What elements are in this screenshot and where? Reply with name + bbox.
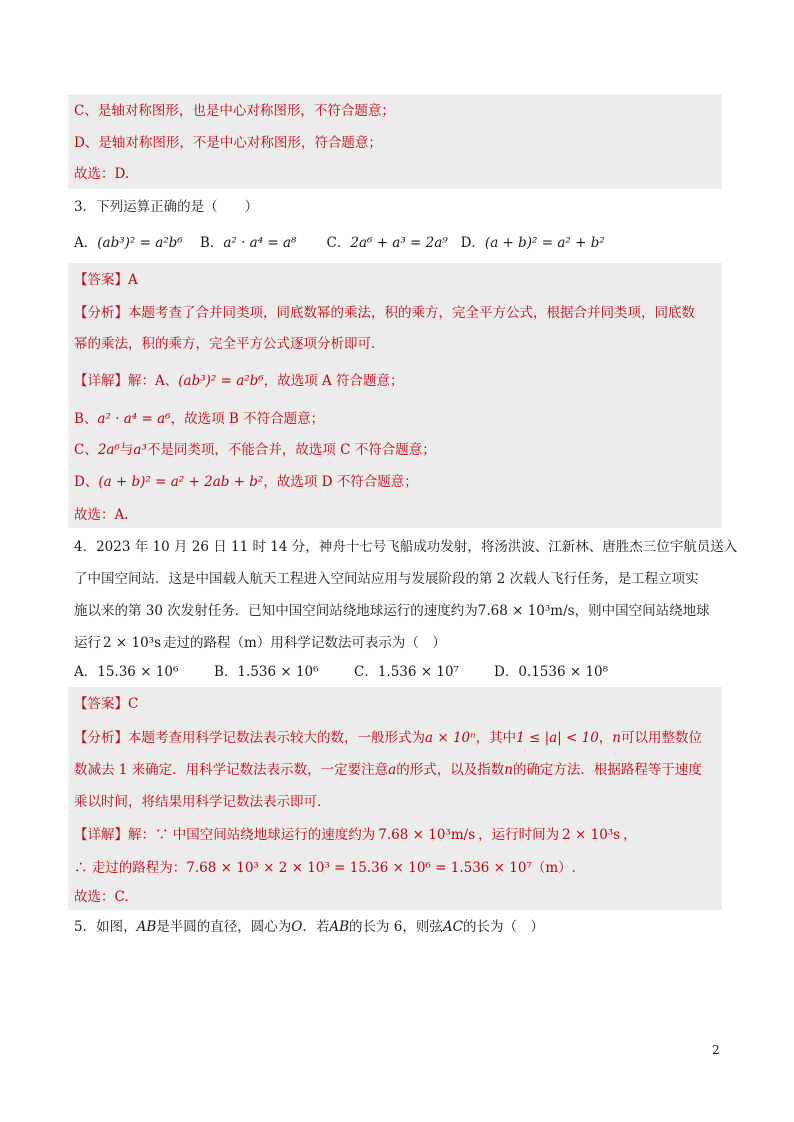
q3-detail-c-tail: 不是同类项，不能合并，故选项 C 不符合题意； bbox=[146, 442, 436, 458]
q4-analysis-1c: ， bbox=[598, 730, 613, 746]
q3-answer: 【答案】A bbox=[74, 272, 138, 288]
q5-stem-b: 是半圆的直径，圆心为 bbox=[156, 919, 292, 935]
q3-detail-d-prefix: D、 bbox=[74, 474, 99, 490]
q3-analysis-line1: 【分析】本题考查了合并同类项，同底数幂的乘法，积的乘方，完全平方公式，根据合并同类项，同底数 bbox=[74, 305, 695, 321]
q4-analysis-range: 1 ≤ |a| < 10 bbox=[516, 730, 599, 746]
q4-detail-line2 bbox=[74, 858, 576, 878]
q3-option-b-label: B． bbox=[199, 235, 224, 251]
q3-detail-b-tail: ，故选项 B 不符合题意； bbox=[170, 411, 325, 427]
q2-option-c-explanation: C、是轴对称图形，也是中心对称图形，不符合题意； bbox=[74, 103, 395, 119]
q4-analysis-n2: n bbox=[504, 762, 513, 778]
q4-stem-line4 bbox=[74, 633, 446, 653]
q5-var-ac: AC bbox=[442, 919, 463, 935]
q4-stem-time: 2 × 10³s bbox=[103, 635, 162, 651]
q4-analysis-1a: 【分析】本题考查用科学记数法表示较大的数，一般形式为 bbox=[74, 730, 425, 746]
q4-analysis-1d: 可以用整数位 bbox=[621, 730, 702, 746]
q2-choice: 故选：D. bbox=[74, 166, 130, 182]
q3-detail-b bbox=[74, 409, 324, 429]
q3-detail-b-prefix: B、 bbox=[74, 411, 98, 427]
q3-detail-d-tail: ，故选项 D 不符合题意； bbox=[263, 474, 418, 490]
q5-stem-c: ．若 bbox=[302, 919, 330, 935]
q3-stem: 3．下列运算正确的是（ ） bbox=[74, 199, 259, 215]
q3-detail-a-prefix: 【详解】解：A、 bbox=[74, 373, 179, 389]
q5-stem-d: 的长为 6，则弦 bbox=[349, 919, 443, 935]
q4-analysis-a: a bbox=[388, 762, 397, 778]
page-number: 2 bbox=[712, 1043, 720, 1057]
q3-option-a-label: A． bbox=[74, 235, 98, 251]
q4-option-b: B．1.536 × 10⁶ bbox=[214, 664, 319, 680]
q4-detail-line1 bbox=[74, 825, 637, 845]
q3-option-c: 2a⁶ + a³ = 2a⁹ bbox=[350, 235, 448, 251]
q4-analysis-2b: 的形式，以及指数 bbox=[396, 762, 505, 778]
q4-option-c: C．1.536 × 10⁷ bbox=[354, 664, 459, 680]
q4-analysis-2a: 数减去 1 来确定．用科学记数法表示数，一定要注意 bbox=[74, 762, 389, 778]
q4-analysis-n: n bbox=[612, 730, 621, 746]
q3-detail-c-mid: 与 bbox=[119, 442, 134, 458]
q5-stem-a: 5．如图， bbox=[74, 919, 137, 935]
q4-answer: 【答案】C bbox=[74, 696, 139, 712]
q5-stem-e: 的长为（ ） bbox=[463, 919, 544, 935]
q4-detail-1c: ， bbox=[623, 827, 637, 843]
q4-stem-line4-tail: 走过的路程（m）用科学记数法可表示为（ ） bbox=[163, 635, 446, 651]
q3-detail-c-prefix: C、 bbox=[74, 442, 98, 458]
q4-stem-line3-tail: ，则中国空间站绕地球 bbox=[574, 603, 710, 619]
q4-detail-2b: （m）. bbox=[531, 860, 576, 876]
q2-option-d-explanation: D、是轴对称图形，不是中心对称图形，符合题意； bbox=[74, 135, 382, 151]
q3-detail-d-math: (a + b)² = a² + 2ab + b² bbox=[98, 474, 264, 490]
q4-detail-2a: ∴ 走过的路程为： bbox=[74, 860, 187, 876]
q3-choice: 故选：A. bbox=[74, 507, 129, 523]
q4-option-d: D．0.1536 × 10⁸ bbox=[494, 664, 609, 680]
q3-option-c-label: C． bbox=[326, 235, 351, 251]
q3-detail-c-math2: a³ bbox=[133, 442, 147, 458]
q5-stem bbox=[74, 917, 544, 937]
q3-detail-d bbox=[74, 472, 418, 492]
q5-var-o: O bbox=[291, 919, 303, 935]
q4-detail-time: 2 × 10³s bbox=[562, 827, 621, 843]
q3-option-d-label: D． bbox=[460, 235, 485, 251]
q4-analysis-form: a × 10ⁿ bbox=[425, 730, 476, 746]
q4-stem-line2: 了中国空间站．这是中国载人航天工程进入空间站应用与发展阶段的第 2 次载人飞行任务，是工程立项实 bbox=[74, 571, 699, 587]
q4-detail-1a: 【详解】解：∵ 中国空间站绕地球运行的速度约为 bbox=[74, 827, 376, 843]
q4-analysis-2c: 的确定方法．根据路程等于速度 bbox=[512, 762, 702, 778]
q4-detail-calc: 7.68 × 10³ × 2 × 10³ = 15.36 × 10⁶ = 1.536 × 10⁷ bbox=[186, 860, 532, 876]
q3-detail-b-math: a² · a⁴ = a⁶ bbox=[97, 411, 171, 427]
q3-option-d: (a + b)² = a² + b² bbox=[484, 235, 605, 251]
q3-analysis-line2: 幂的乘法，积的乘方，完全平方公式逐项分析即可. bbox=[74, 336, 376, 352]
q3-option-b: a² · a⁴ = a⁸ bbox=[223, 235, 297, 251]
q4-analysis-line3: 乘以时间，将结果用科学记数法表示即可. bbox=[74, 794, 322, 810]
q4-choice: 故选：C. bbox=[74, 889, 129, 905]
q4-options bbox=[74, 662, 608, 682]
q3-detail-a bbox=[74, 371, 404, 391]
q4-stem-line3 bbox=[74, 601, 710, 621]
q4-stem-line4-text: 运行 bbox=[74, 635, 101, 651]
q3-options bbox=[74, 233, 605, 253]
q4-detail-1b: ，运行时间为 bbox=[478, 827, 560, 843]
q4-analysis-line2 bbox=[74, 760, 702, 780]
q3-detail-a-math: (ab³)² = a²b⁶ bbox=[178, 373, 264, 389]
q4-analysis-line1 bbox=[74, 728, 702, 748]
q4-analysis-1b: ，其中 bbox=[475, 730, 517, 746]
q5-var-ab2: AB bbox=[329, 919, 350, 935]
q4-option-a: A．15.36 × 10⁶ bbox=[74, 664, 179, 680]
q4-detail-velocity: 7.68 × 10³m/s bbox=[378, 827, 476, 843]
q3-detail-a-tail: ，故选项 A 符合题意； bbox=[263, 373, 404, 389]
q3-detail-c-math1: 2a⁶ bbox=[97, 442, 120, 458]
q4-stem-velocity: 7.68 × 10³m/s bbox=[477, 603, 575, 619]
q4-stem-line3-text: 施以来的第 30 次发射任务．已知中国空间站绕地球运行的速度约为 bbox=[74, 603, 478, 619]
q3-detail-c bbox=[74, 440, 436, 460]
q5-var-ab: AB bbox=[136, 919, 157, 935]
q3-option-a: (ab³)² = a²b⁶ bbox=[97, 235, 183, 251]
q4-stem-line1: 4．2023 年 10 月 26 日 11 时 14 分，神舟十七号飞船成功发射，将汤洪波、江新林、唐胜杰三位宇航员送入 bbox=[74, 539, 738, 555]
